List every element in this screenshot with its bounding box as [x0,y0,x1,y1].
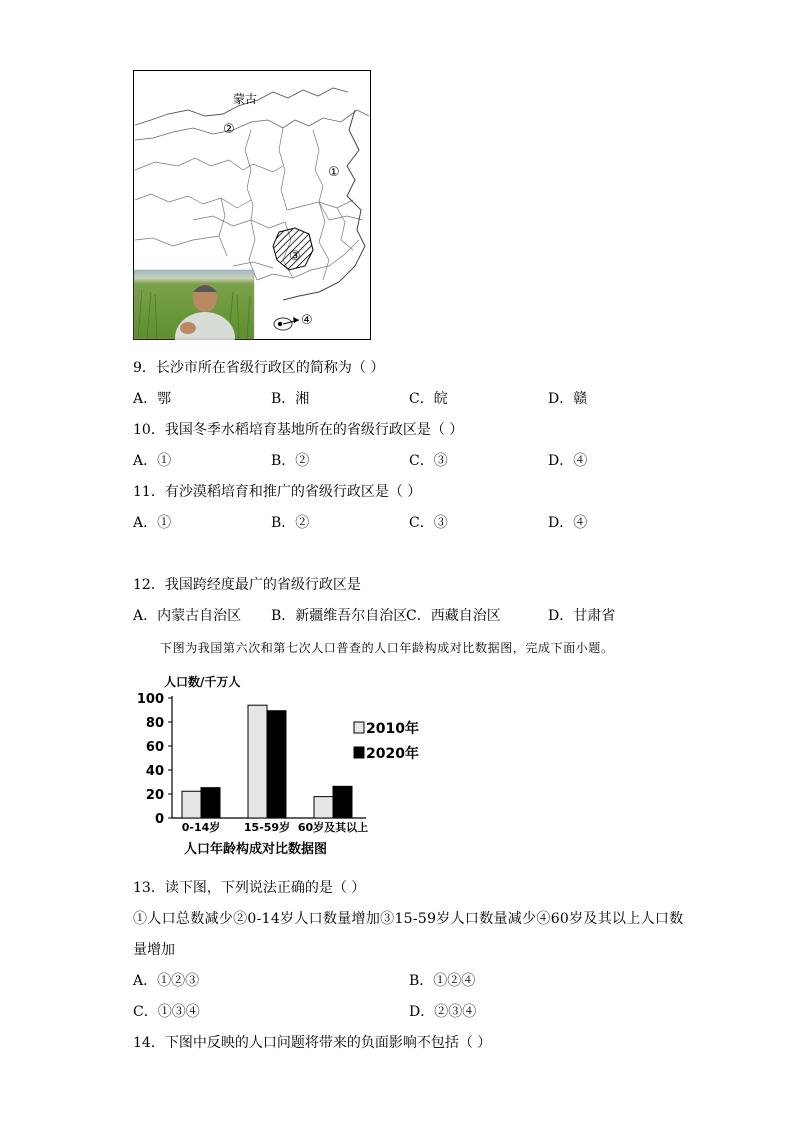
q13-option-b[interactable]: B．①②④ [409,973,476,989]
bar-2020年-0-14岁 [201,788,220,818]
map-label-mongolia: 蒙古 [233,92,258,106]
q13-statements-line2: 量增加 [133,942,175,958]
map-marker-2: ② [223,122,235,137]
bar-2020年-15-59岁 [267,711,286,818]
bar-2010年-15-59岁 [248,705,267,818]
bar-2010年-60岁及其以上 [314,797,333,818]
x-tick-label-2: 60岁及其以上 [297,821,369,834]
china-map-svg [133,70,371,340]
china-map-figure [133,70,371,340]
chart-title: 人口年龄构成对比数据图 [184,842,328,857]
chart-yticks [137,692,172,827]
population-age-chart [130,670,430,860]
question-13: 13．读下图，下列说法正确的是（ ） [133,880,366,896]
q10-option-a[interactable]: A．① [133,453,172,469]
y-tick-label-0: 0 [154,812,164,827]
q12-option-c[interactable]: C．西藏自治区 [406,608,501,624]
q10-option-b[interactable]: B．② [271,453,310,469]
q12-option-d[interactable]: D．甘肃省 [548,608,616,624]
bar-2010年-0-14岁 [182,791,201,818]
chart-legend [354,720,419,762]
legend-swatch-2010年 [354,722,364,733]
farmer-photo [134,270,254,340]
x-tick-label-0: 0-14岁 [181,821,221,834]
y-tick-label-80: 80 [145,716,164,731]
map-marker-4: ④ [301,313,313,328]
map-marker-1: ① [328,165,340,180]
q11-option-a[interactable]: A．① [133,515,172,531]
map-marker-3: ③ [289,249,301,264]
legend-swatch-2020年 [354,747,364,758]
q13-option-c[interactable]: C．①③④ [133,1004,200,1020]
q11-option-c[interactable]: C．③ [409,515,448,531]
q12-option-a[interactable]: A．内蒙古自治区 [133,608,242,624]
chart-xlabels [182,820,368,834]
bar-2020年-60岁及其以上 [333,786,352,818]
q12-option-b[interactable]: B．新疆维吾尔自治区 [271,608,408,624]
q9-option-a[interactable]: A．鄂 [133,391,172,407]
question-11: 11．有沙漠稻培育和推广的省级行政区是（ ） [133,484,422,500]
chart-bars [182,705,352,818]
question-12: 12．我国跨经度最广的省级行政区是 [133,577,361,593]
y-tick-label-40: 40 [145,764,164,779]
legend-label-2010年: 2010年 [366,721,419,737]
q9-option-b[interactable]: B．湘 [271,391,310,407]
legend-label-2020年: 2020年 [366,746,419,762]
question-9: 9．长沙市所在省级行政区的简称为（ ） [133,360,385,376]
y-tick-label-100: 100 [136,692,164,707]
q13-option-d[interactable]: D．②③④ [409,1004,477,1020]
q10-option-c[interactable]: C．③ [409,453,448,469]
q13-statements-line1: ①人口总数减少②0-14岁人口数量增加③15-59岁人口数量减少④60岁及其以上人口数 [133,911,684,927]
y-tick-label-60: 60 [145,740,164,755]
q10-option-d[interactable]: D．④ [548,453,588,469]
q11-option-d[interactable]: D．④ [548,515,588,531]
q13-option-a[interactable]: A．①②③ [133,973,200,989]
y-tick-label-20: 20 [145,788,164,803]
q11-option-b[interactable]: B．② [271,515,310,531]
hainan-dot [278,322,282,326]
q9-option-c[interactable]: C．皖 [409,391,448,407]
chart-intro-text: 下图为我国第六次和第七次人口普查的人口年龄构成对比数据图，完成下面小题。 [160,641,614,655]
q9-option-d[interactable]: D．赣 [548,391,588,407]
question-14: 14．下图中反映的人口问题将带来的负面影响不包括（ ） [133,1035,492,1051]
x-tick-label-1: 15-59岁 [243,821,291,834]
chart-ylabel: 人口数/千万人 [164,675,241,689]
question-10: 10．我国冬季水稻培育基地所在的省级行政区是（ ） [133,422,464,438]
